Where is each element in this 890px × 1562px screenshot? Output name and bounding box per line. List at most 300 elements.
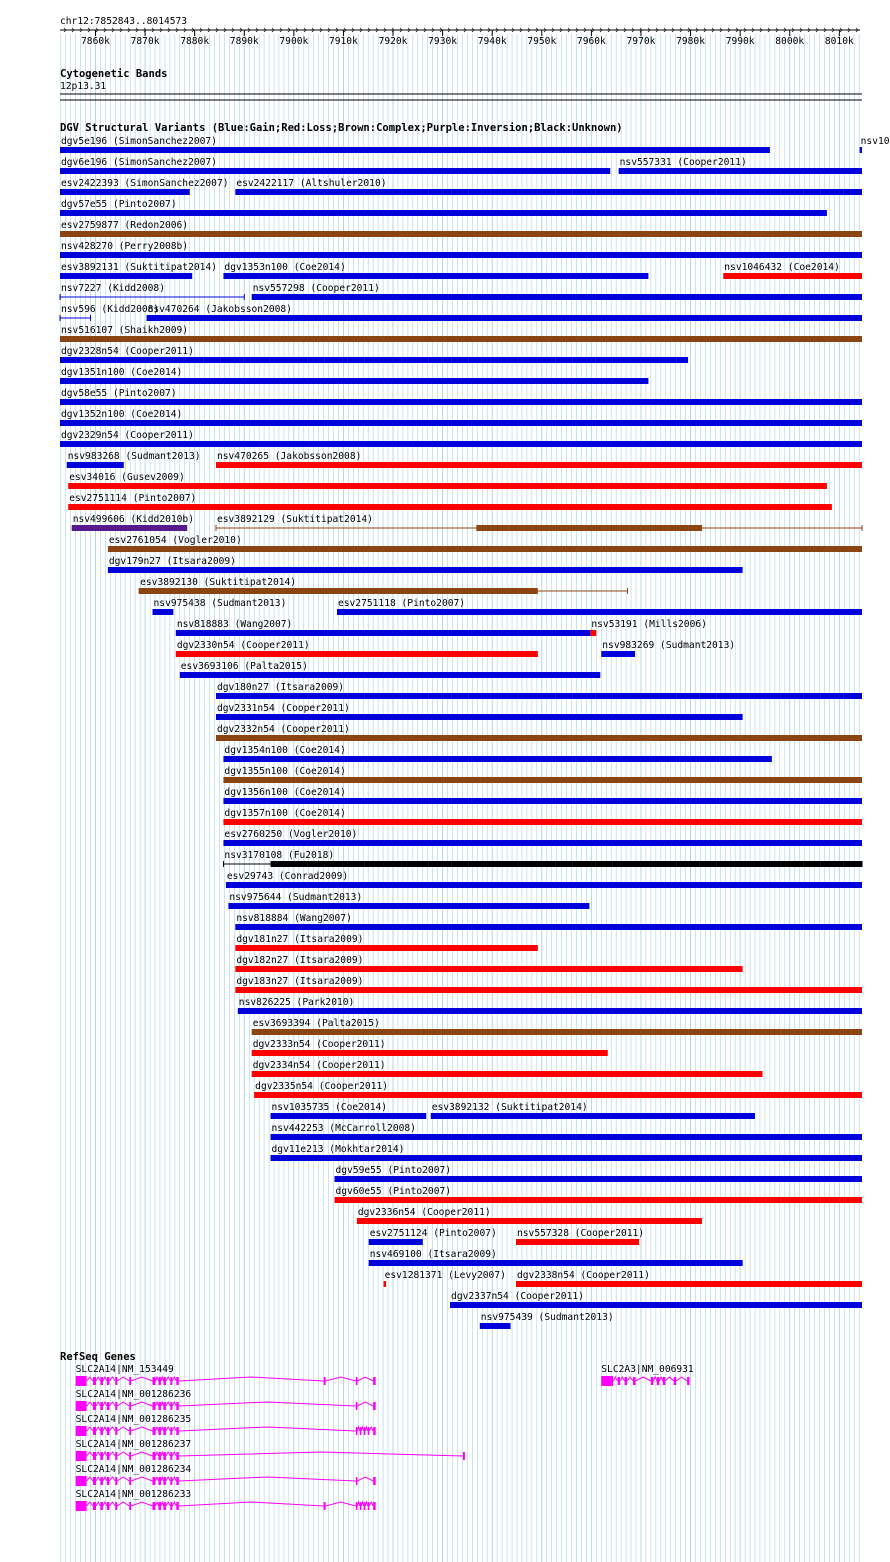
variant-feature (176, 640, 538, 657)
variant-bar (60, 168, 610, 174)
variant-feature (60, 178, 229, 195)
gene-exon (100, 1477, 102, 1485)
gene-exon (129, 1502, 131, 1510)
gene-exon (76, 1451, 87, 1461)
gene-model (76, 1414, 376, 1436)
variant-label: dgv5e196 (SimonSanchez2007) (61, 136, 217, 147)
variant-bar (271, 1134, 862, 1140)
variant-label: esv2759877 (Redon2006) (61, 220, 189, 231)
gene-exon (129, 1477, 131, 1485)
ruler-tick-label: 7920k (378, 36, 408, 47)
gene-exon (158, 1402, 160, 1410)
variant-feature (235, 976, 862, 993)
variant-bar (180, 672, 601, 678)
gene-exon (601, 1376, 613, 1386)
gene-intron (620, 1377, 624, 1381)
variant-feature (337, 598, 862, 615)
gene-exon (129, 1452, 131, 1460)
gene-intron (665, 1377, 673, 1381)
variant-label: esv34016 (Gusev2009) (69, 472, 185, 483)
gene-exon (93, 1402, 96, 1410)
gene-exon (356, 1502, 358, 1510)
gene-exon (76, 1401, 87, 1411)
variant-label: nsv428270 (Perry2008b) (61, 241, 189, 252)
variant-bar (68, 504, 832, 510)
ruler-tick-label: 7940k (477, 36, 507, 47)
gene-intron (172, 1502, 176, 1506)
variant-bar (223, 273, 648, 279)
gene-intron (117, 1502, 129, 1506)
gene-intron (87, 1427, 93, 1431)
variant-label: nsv499606 (Kidd2010b) (72, 514, 194, 525)
gene-exon (674, 1377, 676, 1385)
variant-feature (180, 661, 601, 678)
gene-label: SLC2A14|NM_153449 (75, 1364, 174, 1375)
variant-bar (335, 1176, 862, 1182)
gene-intron (179, 1427, 356, 1431)
variant-feature (516, 1270, 862, 1287)
variant-bar (271, 1113, 427, 1119)
gene-exon (324, 1502, 326, 1510)
variant-feature (60, 241, 862, 258)
variant-label: dgv2334n54 (Cooper2011) (252, 1060, 386, 1071)
gene-exon (76, 1476, 87, 1486)
variant-bar (450, 1302, 862, 1308)
gene-exon (176, 1402, 178, 1410)
ruler-tick-label: 7880k (180, 36, 210, 47)
variant-label: esv3693106 (Palta2015) (180, 661, 308, 672)
variant-label: dgv1354n100 (Coe2014) (224, 745, 346, 756)
gene-intron (172, 1427, 176, 1431)
variant-label: nsv975439 (Sudmant2013) (480, 1312, 614, 1323)
gene-exon (368, 1427, 370, 1435)
variant-bar (60, 147, 770, 153)
variant-label: dgv1353n100 (Coe2014) (224, 262, 346, 273)
variant-label: dgv2337n54 (Cooper2011) (451, 1291, 584, 1302)
variant-bar (476, 525, 702, 531)
variant-label: dgv2332n54 (Cooper2011) (216, 724, 350, 735)
gene-exon (364, 1502, 366, 1510)
variant-feature (60, 262, 217, 279)
gene-exon (93, 1427, 96, 1435)
variant-bar (480, 1323, 511, 1329)
gene-intron (636, 1377, 651, 1381)
gene-exon (153, 1427, 156, 1435)
variant-label: esv3892132 (Suktitipat2014) (431, 1102, 588, 1113)
gene-exon (129, 1377, 131, 1385)
gene-intron (627, 1377, 633, 1381)
gene-label: SLC2A14|NM_001286234 (75, 1464, 192, 1475)
gene-exon (115, 1402, 117, 1410)
gene-exon (158, 1477, 160, 1485)
gene-exon (360, 1502, 362, 1510)
variant-label: nsv557328 (Cooper2011) (517, 1228, 645, 1239)
gene-exon (368, 1502, 370, 1510)
gene-intron (131, 1427, 152, 1431)
variant-bar (235, 987, 862, 993)
variant-feature (223, 766, 862, 783)
variant-bar (619, 168, 862, 174)
gene-exon (356, 1427, 358, 1435)
variant-feature (223, 829, 862, 846)
variant-feature (335, 1165, 862, 1182)
variant-bar (60, 252, 862, 258)
variant-bar (590, 630, 596, 636)
gene-intron (365, 1427, 367, 1431)
variant-feature (223, 262, 648, 279)
gene-model (76, 1364, 376, 1386)
variant-feature (216, 703, 743, 720)
variant-feature (60, 388, 862, 405)
gene-exon (153, 1402, 156, 1410)
variant-bar (235, 189, 862, 195)
variant-feature (60, 430, 862, 447)
gene-intron (87, 1452, 93, 1456)
variant-label: dgv182n27 (Itsara2009) (236, 955, 364, 966)
gene-exon (170, 1427, 172, 1435)
variant-feature (60, 304, 159, 321)
gene-exon (176, 1452, 178, 1460)
variant-feature (619, 157, 862, 174)
variant-label: dgv183n27 (Itsara2009) (236, 976, 364, 987)
variant-label: nsv10 (860, 136, 890, 147)
gene-intron (172, 1452, 176, 1456)
variant-bar (60, 336, 862, 342)
gene-label: SLC2A14|NM_001286237 (75, 1439, 192, 1450)
gene-exon (356, 1377, 358, 1385)
gene-model (76, 1439, 465, 1461)
variant-bar (216, 693, 862, 699)
gene-exon (373, 1377, 375, 1385)
variant-bar (67, 462, 124, 468)
variant-bar (860, 147, 862, 153)
gene-intron (96, 1377, 100, 1381)
gene-intron (155, 1427, 158, 1431)
variant-label: esv2422117 (Altshuler2010) (236, 178, 387, 189)
variant-bar (60, 210, 827, 216)
variant-feature (590, 619, 707, 636)
gene-intron (161, 1502, 163, 1506)
gene-intron (96, 1452, 100, 1456)
variant-bar (60, 399, 862, 405)
variant-feature (60, 325, 862, 342)
variant-label: nsv53191 (Mills2006) (591, 619, 707, 630)
variant-label: dgv2330n54 (Cooper2011) (176, 640, 310, 651)
variant-label: dgv59e55 (Pinto2007) (335, 1165, 452, 1176)
gene-exon (170, 1452, 172, 1460)
variant-bar (226, 882, 862, 888)
variant-label: esv2422393 (SimonSanchez2007) (61, 178, 229, 189)
gene-intron (131, 1502, 152, 1506)
gene-intron (179, 1502, 324, 1506)
variant-label: dgv180n27 (Itsara2009) (216, 682, 345, 693)
gene-label: SLC2A14|NM_001286233 (75, 1489, 192, 1500)
variant-bar (60, 231, 862, 237)
ruler-tick-label: 8000k (775, 36, 805, 47)
variant-feature (60, 220, 862, 237)
gene-intron (87, 1502, 93, 1506)
gene-intron (155, 1477, 158, 1481)
gene-exon (158, 1427, 160, 1435)
variant-bar (516, 1239, 639, 1245)
gene-model (76, 1389, 376, 1411)
variant-bar (216, 462, 862, 468)
variant-label: nsv470264 (Jakobsson2008) (147, 304, 292, 315)
variant-bar (235, 966, 742, 972)
ruler-tick-label: 7990k (725, 36, 755, 47)
variant-label: nsv818884 (Wang2007) (236, 913, 352, 924)
gene-exon (176, 1477, 178, 1485)
gene-exon (176, 1502, 178, 1510)
region-label: chr12:7852843..8014573 (60, 16, 188, 27)
gene-exon (373, 1427, 375, 1435)
gene-exon (93, 1477, 96, 1485)
variant-bar (252, 294, 862, 300)
variant-label: esv3892130 (Suktitipat2014) (140, 577, 297, 588)
variant-bar (337, 609, 862, 615)
variant-label: dgv2333n54 (Cooper2011) (252, 1039, 386, 1050)
variant-label: nsv3170108 (Fu2018) (224, 850, 335, 861)
gene-intron (103, 1427, 107, 1431)
variant-bar (223, 777, 862, 783)
gene-model (76, 1489, 376, 1511)
variant-label: dgv1351n100 (Coe2014) (61, 367, 183, 378)
gene-exon (76, 1376, 87, 1386)
gene-exon (93, 1452, 96, 1460)
variant-label: dgv2331n54 (Cooper2011) (216, 703, 350, 714)
gene-exon (107, 1452, 109, 1460)
gene-intron (326, 1377, 356, 1381)
gene-intron (96, 1502, 100, 1506)
gene-intron (357, 1402, 373, 1406)
gene-intron (161, 1427, 163, 1431)
variant-feature (223, 808, 862, 825)
variant-label: dgv2328n54 (Cooper2011) (61, 346, 194, 357)
variant-label: nsv557331 (Cooper2011) (619, 157, 747, 168)
variant-label: nsv516107 (Shaikh2009) (61, 325, 189, 336)
gene-model (601, 1364, 694, 1386)
variant-label: nsv470265 (Jakobsson2008) (216, 451, 362, 462)
variant-feature (60, 409, 862, 426)
variant-label: esv3693394 (Palta2015) (252, 1018, 380, 1029)
gene-exon (153, 1452, 156, 1460)
variant-label: esv2751114 (Pinto2007) (69, 493, 197, 504)
gene-intron (172, 1477, 176, 1481)
variant-label: dgv1356n100 (Coe2014) (224, 787, 346, 798)
cytoband-track-title: Cytogenetic Bands (60, 68, 168, 80)
gene-exon (360, 1427, 362, 1435)
variant-bar (228, 903, 589, 909)
gene-intron (117, 1377, 129, 1381)
variant-label: esv2751118 (Pinto2007) (337, 598, 466, 609)
variant-bar (235, 945, 537, 951)
variant-feature (147, 304, 862, 321)
variant-bar (60, 273, 192, 279)
variant-feature (235, 955, 742, 972)
gene-exon (618, 1377, 620, 1385)
gene-exon (687, 1377, 689, 1385)
gene-model (76, 1464, 376, 1486)
gene-exon (153, 1377, 156, 1385)
variant-feature (72, 514, 194, 531)
variant-feature (335, 1186, 862, 1203)
ruler-tick-label: 7870k (130, 36, 160, 47)
variant-label: dgv11e213 (Mokhtar2014) (271, 1144, 405, 1155)
gene-intron (161, 1477, 163, 1481)
gene-intron (653, 1377, 656, 1381)
gene-intron (103, 1402, 107, 1406)
gene-intron (96, 1427, 100, 1431)
gene-intron (161, 1402, 163, 1406)
gene-exon (163, 1427, 165, 1435)
variant-label: dgv2335n54 (Cooper2011) (255, 1081, 389, 1092)
gene-exon (107, 1477, 109, 1485)
gene-exon (373, 1502, 375, 1510)
gene-intron (96, 1477, 100, 1481)
ruler-tick-label: 7860k (81, 36, 110, 47)
variant-label: dgv58e55 (Pinto2007) (61, 388, 177, 399)
gene-exon (153, 1477, 156, 1485)
gene-exon (100, 1402, 102, 1410)
variant-label: esv3892129 (Suktitipat2014) (216, 514, 373, 525)
ruler-tick-label: 7960k (576, 36, 606, 47)
variant-feature (860, 136, 890, 153)
variant-label: esv3892131 (Suktitipat2014) (61, 262, 217, 273)
gene-exon (356, 1402, 358, 1410)
gene-exon (364, 1427, 366, 1435)
gene-intron (87, 1402, 93, 1406)
variant-bar (723, 273, 862, 279)
variant-bar (235, 924, 862, 930)
variant-feature (60, 199, 827, 216)
variant-bar (147, 315, 862, 321)
gene-exon (100, 1427, 102, 1435)
gene-exon (107, 1427, 109, 1435)
gene-exon (93, 1502, 96, 1510)
variant-label: esv1281371 (Levy2007) (384, 1270, 506, 1281)
gene-label: SLC2A14|NM_001286236 (75, 1389, 192, 1400)
gene-exon (93, 1377, 96, 1385)
cytoband-label: 12p13.31 (60, 81, 107, 92)
variant-feature (369, 1249, 743, 1266)
variant-label: nsv557298 (Cooper2011) (252, 283, 380, 294)
gene-exon (651, 1377, 653, 1385)
gene-intron (117, 1477, 129, 1481)
gene-intron (117, 1402, 129, 1406)
ruler-tick-label: 7900k (279, 36, 309, 47)
variant-label: dgv2338n54 (Cooper2011) (517, 1270, 650, 1281)
gene-intron (103, 1477, 107, 1481)
variant-label: nsv983269 (Sudmant2013) (602, 640, 736, 651)
gene-exon (373, 1402, 375, 1410)
gene-intron (161, 1377, 163, 1381)
variant-bar (216, 735, 862, 741)
variant-label: dgv181n27 (Itsara2009) (236, 934, 364, 945)
variant-bar (60, 420, 862, 426)
gene-exon (170, 1402, 172, 1410)
gene-exon (324, 1377, 326, 1385)
variant-label: nsv442253 (McCarroll2008) (271, 1123, 416, 1134)
gene-intron (365, 1502, 367, 1506)
variant-feature (235, 178, 862, 195)
ruler-tick-label: 8010k (824, 36, 854, 47)
variant-label: dgv179n27 (Itsara2009) (108, 556, 236, 567)
variant-label: dgv2336n54 (Cooper2011) (357, 1207, 491, 1218)
gene-intron (87, 1377, 93, 1381)
gene-intron (155, 1502, 158, 1506)
variant-bar (108, 546, 862, 552)
gene-intron (172, 1377, 176, 1381)
variant-label: nsv1046432 (Coe2014) (724, 262, 840, 273)
gene-exon (100, 1452, 102, 1460)
variant-bar (335, 1197, 862, 1203)
gene-exon (100, 1502, 102, 1510)
variant-bar (60, 357, 688, 363)
variant-label: dgv1355n100 (Coe2014) (224, 766, 346, 777)
variant-bar (108, 567, 743, 573)
variant-feature (223, 850, 862, 867)
variant-label: nsv1035735 (Coe2014) (271, 1102, 388, 1113)
gene-exon (158, 1377, 160, 1385)
gene-intron (179, 1377, 324, 1381)
gene-intron (131, 1377, 152, 1381)
gene-exon (76, 1426, 87, 1436)
variant-feature (357, 1207, 702, 1224)
gene-intron (369, 1502, 373, 1506)
gene-exon (129, 1402, 131, 1410)
variant-bar (60, 378, 648, 384)
gene-intron (155, 1452, 158, 1456)
gene-exon (115, 1502, 117, 1510)
variant-bar (271, 861, 862, 867)
gene-exon (356, 1477, 358, 1485)
variant-label: nsv7227 (Kidd2008) (61, 283, 165, 294)
variant-feature (271, 1123, 862, 1140)
gene-exon (163, 1477, 165, 1485)
gene-exon (153, 1502, 156, 1510)
gene-exon (463, 1452, 465, 1460)
variant-bar (139, 588, 538, 594)
gene-exon (115, 1427, 117, 1435)
variant-label: esv2761054 (Vogler2010) (108, 535, 242, 546)
gene-exon (107, 1402, 109, 1410)
gene-exon (76, 1501, 87, 1511)
variant-label: nsv975438 (Sudmant2013) (153, 598, 287, 609)
variant-feature (60, 157, 610, 174)
variant-bar (68, 483, 827, 489)
gene-intron (179, 1402, 356, 1406)
variant-feature (68, 493, 832, 510)
variant-feature (516, 1228, 644, 1245)
variant-bar (216, 714, 743, 720)
variant-bar (153, 609, 174, 615)
variant-feature (108, 556, 743, 573)
gene-label: SLC2A3|NM_006931 (601, 1364, 694, 1375)
variant-bar (384, 1281, 386, 1287)
gene-intron (155, 1402, 158, 1406)
variant-label: dgv60e55 (Pinto2007) (335, 1186, 452, 1197)
gene-exon (170, 1477, 172, 1485)
gene-intron (96, 1402, 100, 1406)
variant-feature (252, 1039, 608, 1056)
ruler-tick-label: 7950k (527, 36, 557, 47)
variant-bar (60, 441, 862, 447)
variant-label: nsv469100 (Itsara2009) (369, 1249, 497, 1260)
variant-feature (235, 913, 862, 930)
variant-feature (254, 1081, 862, 1098)
gene-intron (357, 1377, 373, 1381)
gene-exon (107, 1502, 109, 1510)
